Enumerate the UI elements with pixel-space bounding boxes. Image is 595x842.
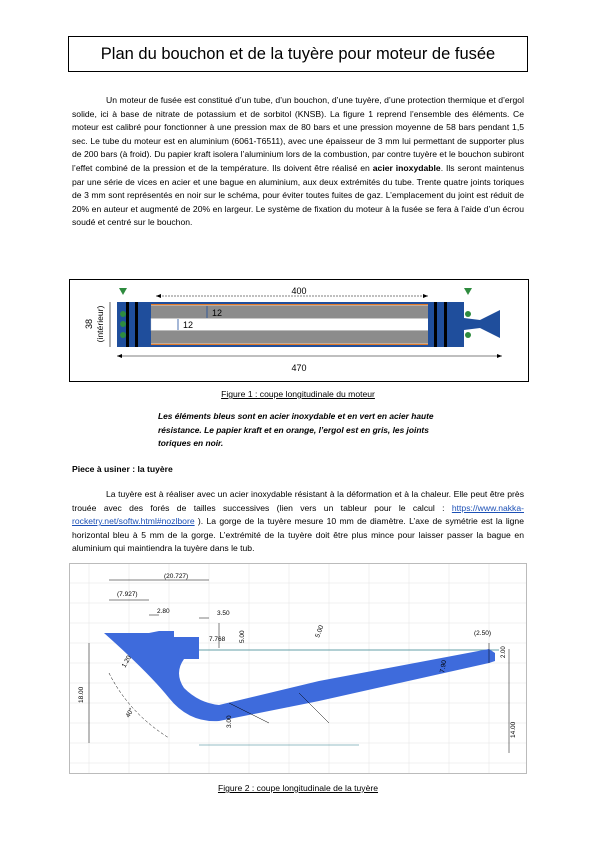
dim-14-00: 14.00	[510, 721, 517, 738]
dim-2-50: (2.50)	[474, 630, 491, 637]
dim-2-80: 2.80	[157, 608, 170, 615]
dim-18-00: 18.00	[78, 686, 85, 703]
figure1-caption: Figure 1 : coupe longitudinale du moteur	[221, 389, 375, 399]
figure2-drawing	[69, 563, 527, 774]
dim-7-90: 7.90	[439, 659, 449, 674]
nakka-link[interactable]: https://www.nakka-rocketry.net/softw.html#nozlbore	[72, 502, 524, 527]
section-title: Piece à usiner : la tuyère	[72, 464, 173, 474]
nozzle-part	[104, 631, 495, 721]
dim-3-50: 3.50	[217, 610, 230, 617]
dim-angle-40: 40°	[124, 706, 136, 719]
dim-12-top: 12	[212, 308, 223, 318]
intro-text: Un moteur de fusée est constitué d’un tube, d’un bouchon, d’une tuyère, d’une protection thermique et d’ergol solide, ici à base de nitrate de potassium et de sorbitol (KNSB). La figure 1 reprend l’ensemble des éléments. Ce moteur est calibré pour fonctionner à une pression max de 80 bars et une pression moyenne de 58 bars pendant 1,5 sec. Le tube du moteur est en aluminium (6061-T6511), avec une épaisseur de 3 mm lui permettant de supporter plus de 200 bars (à froid). Du papier kraft isolera l’aluminium lors de la combustion, par contre tuyère et le bouchon subiront l’effet combiné de la pression et de la température. Ils doivent être réalisé en	[72, 95, 524, 173]
ergol-bottom	[151, 331, 430, 344]
figure1-diagram	[69, 279, 529, 382]
dim-400-label: 400	[291, 286, 307, 296]
figure1-legend: Les éléments bleus sont en acier inoxydable et en vert en acier haute résistance. Le papier kraft et en orange, l’ergol est en gris, les joints toriques en noir.	[158, 411, 434, 448]
page-title	[68, 36, 528, 72]
dim-2-00: 2.00	[501, 646, 507, 658]
figure2-caption: Figure 2 : coupe longitudinale de la tuyère	[217, 783, 379, 793]
dim-7-927: (7.927)	[117, 591, 138, 598]
dim-5-00-b: 5.00	[314, 624, 326, 639]
nozzle-cad-drawing	[69, 563, 527, 774]
dim-38-note: (intérieur)	[95, 305, 105, 343]
intro-text-end: . Ils seront maintenus par une série de vices en acier et une bague en aluminium, aux deux extrémités du tube. Trente quatre joints toriques de 3 mm sont représentés en noir sur le schéma, pour éviter toutes fuites de gaz. L’emplacement du joint est réduit de 20% en auteur et augmenté de 20% en largeur. Le système de fixation du moteur à la fusée se fera à l’aide d’un écrou soudé et centré sur le bouchon.	[72, 162, 524, 228]
dim-20-727: (20.727)	[164, 573, 189, 580]
dim-3-00: 3.00	[226, 715, 233, 728]
dim-1-20: 1.20	[120, 654, 134, 669]
top-left-screw-marker	[119, 288, 127, 295]
intro-bold-text: acier inoxydable	[372, 162, 441, 173]
nozzle-text-end: ). La gorge de la tuyère mesure 10 mm de diamètre. L’axe de symétrie est la ligne horizontal bleu à 5 mm de la gorge. L’extrémité de la tuyère doit être plus mince pour laisser passer la bague en aluminium qui maintiendra la tuyère dans le tub.	[72, 516, 524, 554]
nozzle-text: La tuyère est à réaliser avec un acier inoxydable résistant à la déformation et à la chaleur. Elle peut être près trouée avec des forés de tailles successives (lien vers un tableur pour le calcul :	[72, 489, 524, 513]
motor-cross-section	[70, 280, 528, 381]
dim-38-label: 38	[84, 318, 94, 330]
ergol-top	[151, 306, 430, 319]
page-title-text: Plan du bouchon et de la tuyère pour moteur de fusée	[100, 44, 496, 63]
top-right-screw-marker	[464, 288, 472, 295]
dim-5-00-a: 5.00	[239, 630, 246, 643]
dim-7-768: 7.768	[209, 636, 226, 643]
intro-paragraph	[72, 94, 524, 230]
nozzle-paragraph	[72, 488, 524, 556]
dim-470-label: 470	[291, 363, 307, 373]
dim-12-bottom: 12	[183, 320, 194, 330]
